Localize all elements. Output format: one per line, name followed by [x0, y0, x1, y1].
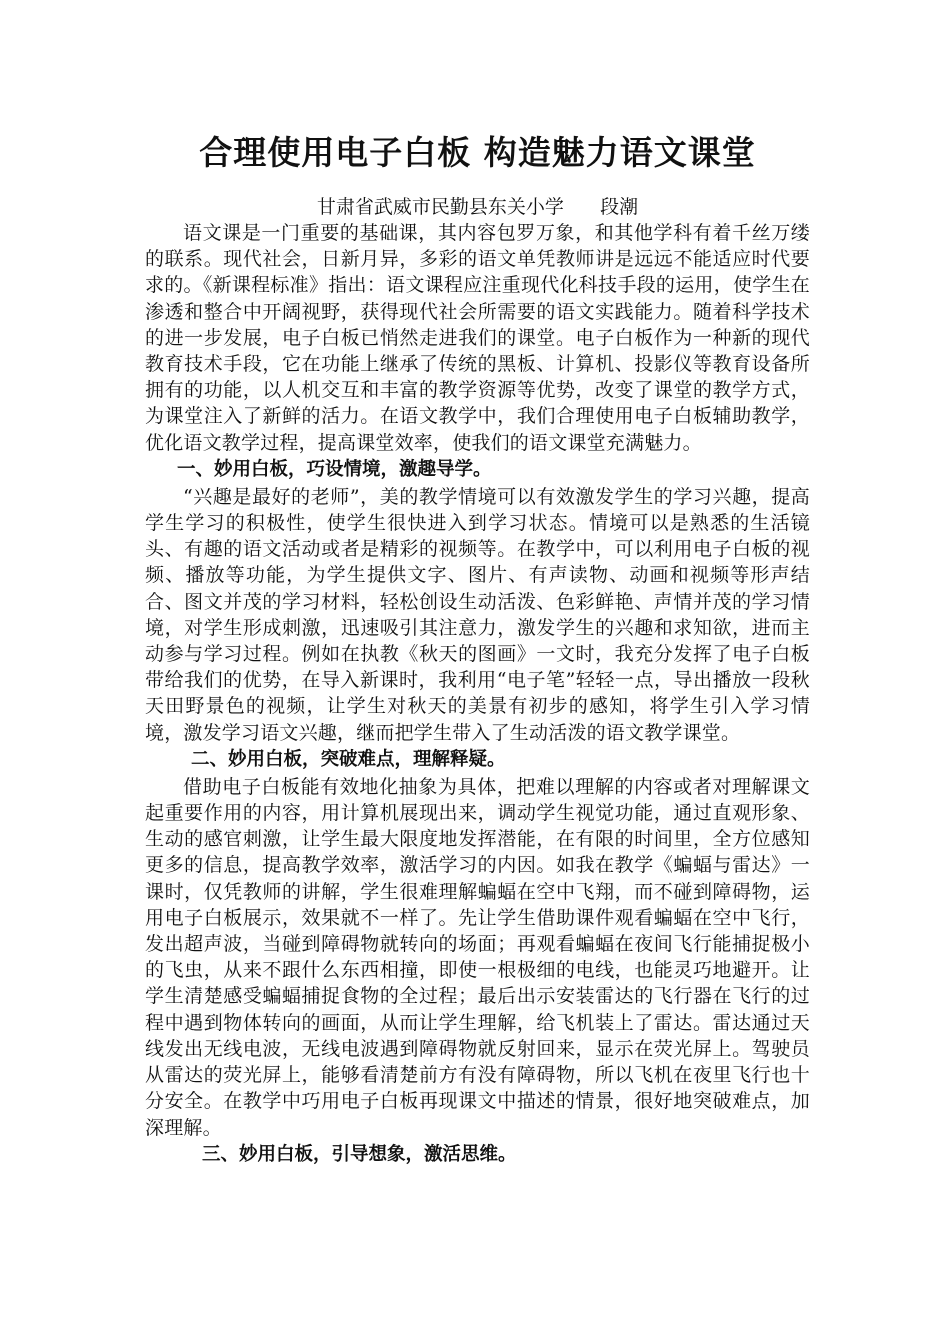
section-heading-1: 一、妙用白板，巧设情境，激趣导学。 — [177, 458, 492, 480]
author-line: 甘肃省武威市民勤县东关小学 段潮 — [316, 196, 639, 218]
intro-paragraph: 语文课是一门重要的基础课，其内容包罗万象，和其他学科有着千丝万缕的联系。现代社会，日新月异，多彩的语文单凭教师讲是远远不能适应时代要求的。《新课程标准》指出：语文课程应注重现代化科技手段的运用，使学生在渗透和整合中开阔视野，获得现代社会所需要的语文实践能力。随着科学技术的进一步发展，电子白板已悄然走进我们的课堂。电子白板作为一种新的现代教育技术手段，它在功能上继承了传统的黑板、计算机、投影仪等教育设备所拥有的功能，以人机交互和丰富的教学资源等优势，改变了课堂的教学方式，为课堂注入了新鲜的活力。在语文教学中，我们合理使用电子白板辅助教学，优化语文教学过程，提高课堂效率，使我们的语文课堂充满魅力。 — [145, 222, 810, 454]
section-paragraph-1: “兴趣是最好的老师”，美的教学情境可以有效激发学生的学习兴趣，提高学生学习的积极性，使学生很快进入到学习状态。情境可以是熟悉的生活镜头、有趣的语文活动或者是精彩的视频等。在教学中，可以利用电子白板的视频、播放等功能，为学生提供文字、图片、有声读物、动画和视频等形声结合、图文并茂的学习材料，轻松创设生动活泼、色彩鲜艳、声情并茂的学习情境，对学生形成刺激，迅速吸引其注意力，激发学生的兴趣和求知欲，进而主动参与学习过程。例如在执教《秋天的图画》一文时，我充分发挥了电子白板带给我们的优势，在导入新课时，我利用“电子笔”轻轻一点，导出播放一段秋天田野景色的视频，让学生对秋天的美景有初步的感知，将学生引入学习情境，激发学习语文兴趣，继而把学生带入了生动活泼的语文教学课堂。 — [145, 485, 810, 744]
document-title: 合理使用电子白板 构造魅力语文课堂 — [199, 133, 756, 172]
document-page — [145, 120, 810, 1169]
section-paragraph-2: 借助电子白板能有效地化抽象为具体，把难以理解的内容或者对理解课文起重要作用的内容，用计算机展现出来，调动学生视觉功能，通过直观形象、生动的感官刺激，让学生最大限度地发挥潜能，在有限的时间里，全方位感知更多的信息，提高教学效率，激活学习的内因。如我在教学《蝙蝠与雷达》一课时，仅凭教师的讲解，学生很难理解蝙蝠在空中飞翔，而不碰到障碍物，运用电子白板展示，效果就不一样了。先让学生借助课件观看蝙蝠在空中飞行，发出超声波，当碰到障碍物就转向的场面；再观看蝙蝠在夜间飞行能捕捉极小的飞虫，从来不跟什么东西相撞，即使一根极细的电线，也能灵巧地避开。让学生清楚感受蝙蝠捕捉食物的全过程；最后出示安装雷达的飞行器在飞行的过程中遇到物体转向的画面，从而让学生理解，给飞机装上了雷达。雷达通过天线发出无线电波，无线电波遇到障碍物就反射回来，显示在荧光屏上。驾驶员从雷达的荧光屏上，能够看清楚前方有没有障碍物，所以飞机在夜里飞行也十分安全。在教学中巧用电子白板再现课文中描述的情景，很好地突破难点，加深理解。 — [145, 775, 810, 1139]
section-heading-3: 三、妙用白板，引导想象，激活思维。 — [202, 1143, 517, 1165]
section-heading-2: 二、妙用白板，突破难点，理解释疑。 — [191, 748, 506, 770]
